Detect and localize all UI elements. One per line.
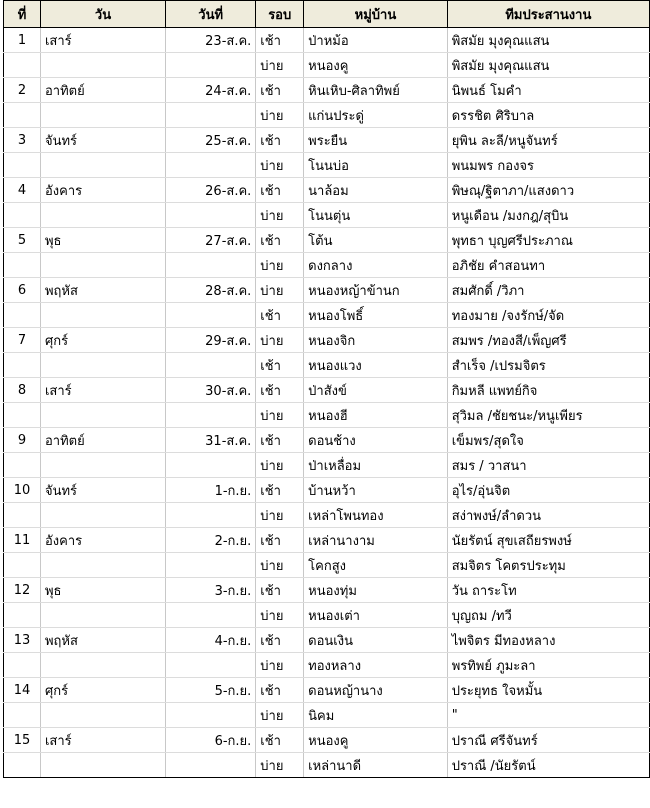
cell-date[interactable] xyxy=(166,253,256,278)
cell-day[interactable]: อาทิตย์ xyxy=(40,78,165,103)
header-row xyxy=(4,1,650,28)
cell-village[interactable]: ป่าเหลื่อม xyxy=(304,453,448,478)
cell-team[interactable]: ทองมาย /จงรักษ์/จัด xyxy=(447,303,649,328)
cell-no[interactable] xyxy=(4,603,41,628)
cell-day[interactable] xyxy=(40,253,165,278)
cell-day[interactable]: พุธ xyxy=(40,228,165,253)
cell-team[interactable]: สมร / วาสนา xyxy=(447,453,649,478)
cell-day[interactable]: เสาร์ xyxy=(40,728,165,753)
cell-no[interactable] xyxy=(4,653,41,678)
cell-village[interactable]: หนองโพธิ์ xyxy=(304,303,448,328)
cell-team[interactable]: เข็มพร/สุดใจ xyxy=(447,428,649,453)
table-row xyxy=(4,78,650,103)
cell-village[interactable]: โนนบ่อ xyxy=(304,153,448,178)
cell-date[interactable]: 25-ส.ค. xyxy=(166,128,256,153)
cell-village[interactable]: หนองฮี xyxy=(304,403,448,428)
cell-round[interactable]: เช้า xyxy=(256,178,304,203)
cell-no[interactable]: 13 xyxy=(4,628,41,653)
table-row xyxy=(4,578,650,603)
cell-round[interactable]: เช้า xyxy=(256,728,304,753)
cell-no[interactable]: 10 xyxy=(4,478,41,503)
cell-day[interactable] xyxy=(40,53,165,78)
cell-no[interactable]: 7 xyxy=(4,328,41,353)
cell-village[interactable]: ป่าสังข์ xyxy=(304,378,448,403)
cell-day[interactable]: อังคาร xyxy=(40,178,165,203)
cell-round[interactable]: เช้า xyxy=(256,28,304,53)
cell-round[interactable]: เช้า xyxy=(256,478,304,503)
cell-team[interactable]: ดรรชิต ศิริบาล xyxy=(447,103,649,128)
header-round[interactable]: รอบ xyxy=(256,1,304,28)
cell-team[interactable]: พนมพร กองจร xyxy=(447,153,649,178)
cell-round[interactable]: เช้า xyxy=(256,303,304,328)
cell-team[interactable]: สมศักดิ์ /วิภา xyxy=(447,278,649,303)
cell-date[interactable] xyxy=(166,703,256,728)
cell-date[interactable]: 30-ส.ค. xyxy=(166,378,256,403)
cell-team[interactable]: พิษณุ/ฐิตาภา/แสงดาว xyxy=(447,178,649,203)
cell-team[interactable]: สง่าพงษ์/ลำดวน xyxy=(447,503,649,528)
cell-day[interactable] xyxy=(40,403,165,428)
header-village[interactable]: หมู่บ้าน xyxy=(304,1,448,28)
cell-date[interactable]: 24-ส.ค. xyxy=(166,78,256,103)
cell-day[interactable]: พุธ xyxy=(40,578,165,603)
cell-team[interactable]: หนูเดือน /มงกฎ/สุบิน xyxy=(447,203,649,228)
cell-team[interactable]: นิพนธ์ โมคำ xyxy=(447,78,649,103)
cell-round[interactable]: บ่าย xyxy=(256,253,304,278)
table-row xyxy=(4,553,650,578)
cell-date[interactable] xyxy=(166,453,256,478)
header-team[interactable]: ทีมประสานงาน xyxy=(447,1,649,28)
cell-date[interactable]: 3-ก.ย. xyxy=(166,578,256,603)
cell-no[interactable] xyxy=(4,203,41,228)
cell-date[interactable] xyxy=(166,203,256,228)
table-row xyxy=(4,628,650,653)
cell-no[interactable]: 12 xyxy=(4,578,41,603)
table-row xyxy=(4,203,650,228)
table-row xyxy=(4,728,650,753)
cell-team[interactable]: ปราณี /นัยรัตน์ xyxy=(447,753,649,778)
cell-no[interactable]: 5 xyxy=(4,228,41,253)
cell-no[interactable]: 8 xyxy=(4,378,41,403)
cell-village[interactable]: เหล่านางาม xyxy=(304,528,448,553)
table-row xyxy=(4,528,650,553)
cell-team[interactable]: อภิชัย คำสอนทา xyxy=(447,253,649,278)
cell-no[interactable] xyxy=(4,53,41,78)
cell-village[interactable]: ป่าหม้อ xyxy=(304,28,448,53)
table-row xyxy=(4,28,650,53)
table-row xyxy=(4,603,650,628)
cell-team[interactable]: พรทิพย์ ภูมะลา xyxy=(447,653,649,678)
table-row xyxy=(4,753,650,778)
cell-team[interactable]: พิสมัย มุงคุณแสน xyxy=(447,28,649,53)
cell-village[interactable]: หินเหิบ-ศิลาทิพย์ xyxy=(304,78,448,103)
cell-day[interactable] xyxy=(40,353,165,378)
cell-team[interactable]: สมพร /ทองสี/เพ็ญศรี xyxy=(447,328,649,353)
cell-round[interactable]: เช้า xyxy=(256,578,304,603)
cell-round[interactable]: เช้า xyxy=(256,378,304,403)
cell-round[interactable]: บ่าย xyxy=(256,203,304,228)
cell-day[interactable] xyxy=(40,603,165,628)
cell-day[interactable] xyxy=(40,103,165,128)
cell-round[interactable]: บ่าย xyxy=(256,603,304,628)
cell-village[interactable]: พระยืน xyxy=(304,128,448,153)
cell-village[interactable]: โนนตุ่น xyxy=(304,203,448,228)
table-row xyxy=(4,453,650,478)
cell-no[interactable] xyxy=(4,753,41,778)
cell-date[interactable]: 1-ก.ย. xyxy=(166,478,256,503)
cell-village[interactable]: โต้น xyxy=(304,228,448,253)
cell-date[interactable] xyxy=(166,303,256,328)
cell-day[interactable] xyxy=(40,303,165,328)
cell-round[interactable]: เช้า xyxy=(256,428,304,453)
cell-day[interactable] xyxy=(40,653,165,678)
cell-no[interactable] xyxy=(4,503,41,528)
cell-team[interactable]: บุญถม /ทวี xyxy=(447,603,649,628)
cell-no[interactable] xyxy=(4,253,41,278)
cell-village[interactable]: นิคม xyxy=(304,703,448,728)
cell-village[interactable]: บ้านหว้า xyxy=(304,478,448,503)
cell-date[interactable] xyxy=(166,653,256,678)
cell-round[interactable]: เช้า xyxy=(256,528,304,553)
cell-village[interactable]: ดอนเงิน xyxy=(304,628,448,653)
cell-day[interactable] xyxy=(40,453,165,478)
table-row xyxy=(4,303,650,328)
cell-day[interactable] xyxy=(40,503,165,528)
header-date[interactable]: วันที่ xyxy=(166,1,256,28)
cell-round[interactable]: บ่าย xyxy=(256,403,304,428)
cell-date[interactable]: 28-ส.ค. xyxy=(166,278,256,303)
cell-date[interactable] xyxy=(166,53,256,78)
cell-day[interactable]: จันทร์ xyxy=(40,478,165,503)
cell-village[interactable]: หนองแวง xyxy=(304,353,448,378)
cell-day[interactable]: เสาร์ xyxy=(40,28,165,53)
cell-no[interactable]: 3 xyxy=(4,128,41,153)
cell-date[interactable]: 31-ส.ค. xyxy=(166,428,256,453)
cell-village[interactable]: โคกสูง xyxy=(304,553,448,578)
cell-no[interactable]: 14 xyxy=(4,678,41,703)
cell-village[interactable]: ดงกลาง xyxy=(304,253,448,278)
cell-team[interactable]: ยุพิน ละลี/หนูจันทร์ xyxy=(447,128,649,153)
table-row xyxy=(4,353,650,378)
cell-round[interactable]: บ่าย xyxy=(256,453,304,478)
cell-village[interactable]: หนองเต่า xyxy=(304,603,448,628)
cell-team[interactable]: อุไร/อุ่นจิต xyxy=(447,478,649,503)
cell-no[interactable] xyxy=(4,303,41,328)
cell-village[interactable]: เหล่านาดี xyxy=(304,753,448,778)
cell-date[interactable]: 6-ก.ย. xyxy=(166,728,256,753)
cell-team[interactable]: วัน ถาระโท xyxy=(447,578,649,603)
cell-round[interactable]: บ่าย xyxy=(256,328,304,353)
cell-round[interactable]: เช้า xyxy=(256,353,304,378)
cell-no[interactable]: 9 xyxy=(4,428,41,453)
cell-no[interactable]: 4 xyxy=(4,178,41,203)
cell-date[interactable]: 29-ส.ค. xyxy=(166,328,256,353)
cell-day[interactable]: อาทิตย์ xyxy=(40,428,165,453)
cell-day[interactable] xyxy=(40,753,165,778)
table-row xyxy=(4,678,650,703)
cell-team[interactable]: " xyxy=(447,703,649,728)
cell-no[interactable]: 15 xyxy=(4,728,41,753)
cell-round[interactable]: บ่าย xyxy=(256,53,304,78)
cell-village[interactable]: เหล่าโพนทอง xyxy=(304,503,448,528)
cell-no[interactable] xyxy=(4,453,41,478)
cell-team[interactable]: ปราณี ศรีจันทร์ xyxy=(447,728,649,753)
table-row xyxy=(4,428,650,453)
cell-team[interactable]: นัยรัตน์ สุขเสถียรพงษ์ xyxy=(447,528,649,553)
cell-round[interactable]: บ่าย xyxy=(256,553,304,578)
cell-day[interactable]: ศุกร์ xyxy=(40,678,165,703)
cell-team[interactable]: พิสมัย มุงคุณแสน xyxy=(447,53,649,78)
cell-date[interactable] xyxy=(166,603,256,628)
cell-date[interactable] xyxy=(166,753,256,778)
cell-no[interactable]: 11 xyxy=(4,528,41,553)
table-row xyxy=(4,153,650,178)
table-row xyxy=(4,703,650,728)
cell-no[interactable] xyxy=(4,403,41,428)
cell-day[interactable] xyxy=(40,553,165,578)
cell-round[interactable]: บ่าย xyxy=(256,753,304,778)
cell-date[interactable] xyxy=(166,403,256,428)
cell-round[interactable]: เช้า xyxy=(256,128,304,153)
cell-village[interactable]: หนองจิก xyxy=(304,328,448,353)
cell-village[interactable]: แก่นประดู่ xyxy=(304,103,448,128)
cell-team[interactable]: พุทธา บุญศรีประภาณ xyxy=(447,228,649,253)
cell-date[interactable] xyxy=(166,153,256,178)
cell-date[interactable]: 4-ก.ย. xyxy=(166,628,256,653)
cell-no[interactable] xyxy=(4,153,41,178)
cell-team[interactable]: สมจิตร โคตรประทุม xyxy=(447,553,649,578)
cell-village[interactable]: นาล้อม xyxy=(304,178,448,203)
cell-team[interactable]: สำเร็จ /เปรมจิตร xyxy=(447,353,649,378)
cell-team[interactable]: กิมหลี แพทย์กิจ xyxy=(447,378,649,403)
table-row xyxy=(4,328,650,353)
cell-no[interactable] xyxy=(4,353,41,378)
cell-round[interactable]: บ่าย xyxy=(256,503,304,528)
table-row xyxy=(4,653,650,678)
table-row xyxy=(4,253,650,278)
cell-round[interactable]: เช้า xyxy=(256,628,304,653)
cell-day[interactable] xyxy=(40,703,165,728)
cell-day[interactable]: พฤหัส xyxy=(40,628,165,653)
cell-day[interactable] xyxy=(40,203,165,228)
cell-team[interactable]: ประยุทธ ใจหมั้น xyxy=(447,678,649,703)
table-row xyxy=(4,278,650,303)
cell-day[interactable] xyxy=(40,153,165,178)
cell-no[interactable]: 6 xyxy=(4,278,41,303)
cell-round[interactable]: เช้า xyxy=(256,228,304,253)
cell-no[interactable]: 2 xyxy=(4,78,41,103)
cell-date[interactable]: 2-ก.ย. xyxy=(166,528,256,553)
cell-date[interactable] xyxy=(166,353,256,378)
cell-village[interactable]: ทองหลาง xyxy=(304,653,448,678)
cell-date[interactable]: 27-ส.ค. xyxy=(166,228,256,253)
cell-date[interactable] xyxy=(166,503,256,528)
table-row xyxy=(4,128,650,153)
table-row xyxy=(4,103,650,128)
cell-day[interactable]: จันทร์ xyxy=(40,128,165,153)
cell-date[interactable]: 5-ก.ย. xyxy=(166,678,256,703)
cell-day[interactable]: เสาร์ xyxy=(40,378,165,403)
cell-day[interactable]: ศุกร์ xyxy=(40,328,165,353)
table-row xyxy=(4,478,650,503)
cell-round[interactable]: เช้า xyxy=(256,678,304,703)
cell-round[interactable]: บ่าย xyxy=(256,703,304,728)
cell-village[interactable]: ดอนหญ้านาง xyxy=(304,678,448,703)
table-row xyxy=(4,503,650,528)
table-row xyxy=(4,403,650,428)
table-row xyxy=(4,178,650,203)
cell-no[interactable] xyxy=(4,553,41,578)
cell-round[interactable]: บ่าย xyxy=(256,103,304,128)
cell-no[interactable] xyxy=(4,703,41,728)
table-row xyxy=(4,228,650,253)
cell-village[interactable]: ดอนช้าง xyxy=(304,428,448,453)
cell-village[interactable]: หนองคู xyxy=(304,53,448,78)
table-row xyxy=(4,53,650,78)
cell-round[interactable]: บ่าย xyxy=(256,278,304,303)
schedule-table xyxy=(3,0,650,778)
cell-date[interactable]: 26-ส.ค. xyxy=(166,178,256,203)
cell-no[interactable]: 1 xyxy=(4,28,41,53)
header-no[interactable]: ที่ xyxy=(4,1,41,28)
cell-team[interactable]: ไพจิตร มีทองหลาง xyxy=(447,628,649,653)
cell-village[interactable]: หนองทุ่ม xyxy=(304,578,448,603)
cell-team[interactable]: สุวิมล /ชัยชนะ/หนูเพียร xyxy=(447,403,649,428)
cell-date[interactable] xyxy=(166,553,256,578)
cell-day[interactable]: อังคาร xyxy=(40,528,165,553)
cell-no[interactable] xyxy=(4,103,41,128)
table-row xyxy=(4,378,650,403)
cell-round[interactable]: บ่าย xyxy=(256,653,304,678)
cell-round[interactable]: เช้า xyxy=(256,78,304,103)
cell-round[interactable]: บ่าย xyxy=(256,153,304,178)
cell-day[interactable]: พฤหัส xyxy=(40,278,165,303)
cell-village[interactable]: หนองคู xyxy=(304,728,448,753)
header-day[interactable]: วัน xyxy=(40,1,165,28)
cell-village[interactable]: หนองหญ้าข้านก xyxy=(304,278,448,303)
cell-date[interactable] xyxy=(166,103,256,128)
cell-date[interactable]: 23-ส.ค. xyxy=(166,28,256,53)
